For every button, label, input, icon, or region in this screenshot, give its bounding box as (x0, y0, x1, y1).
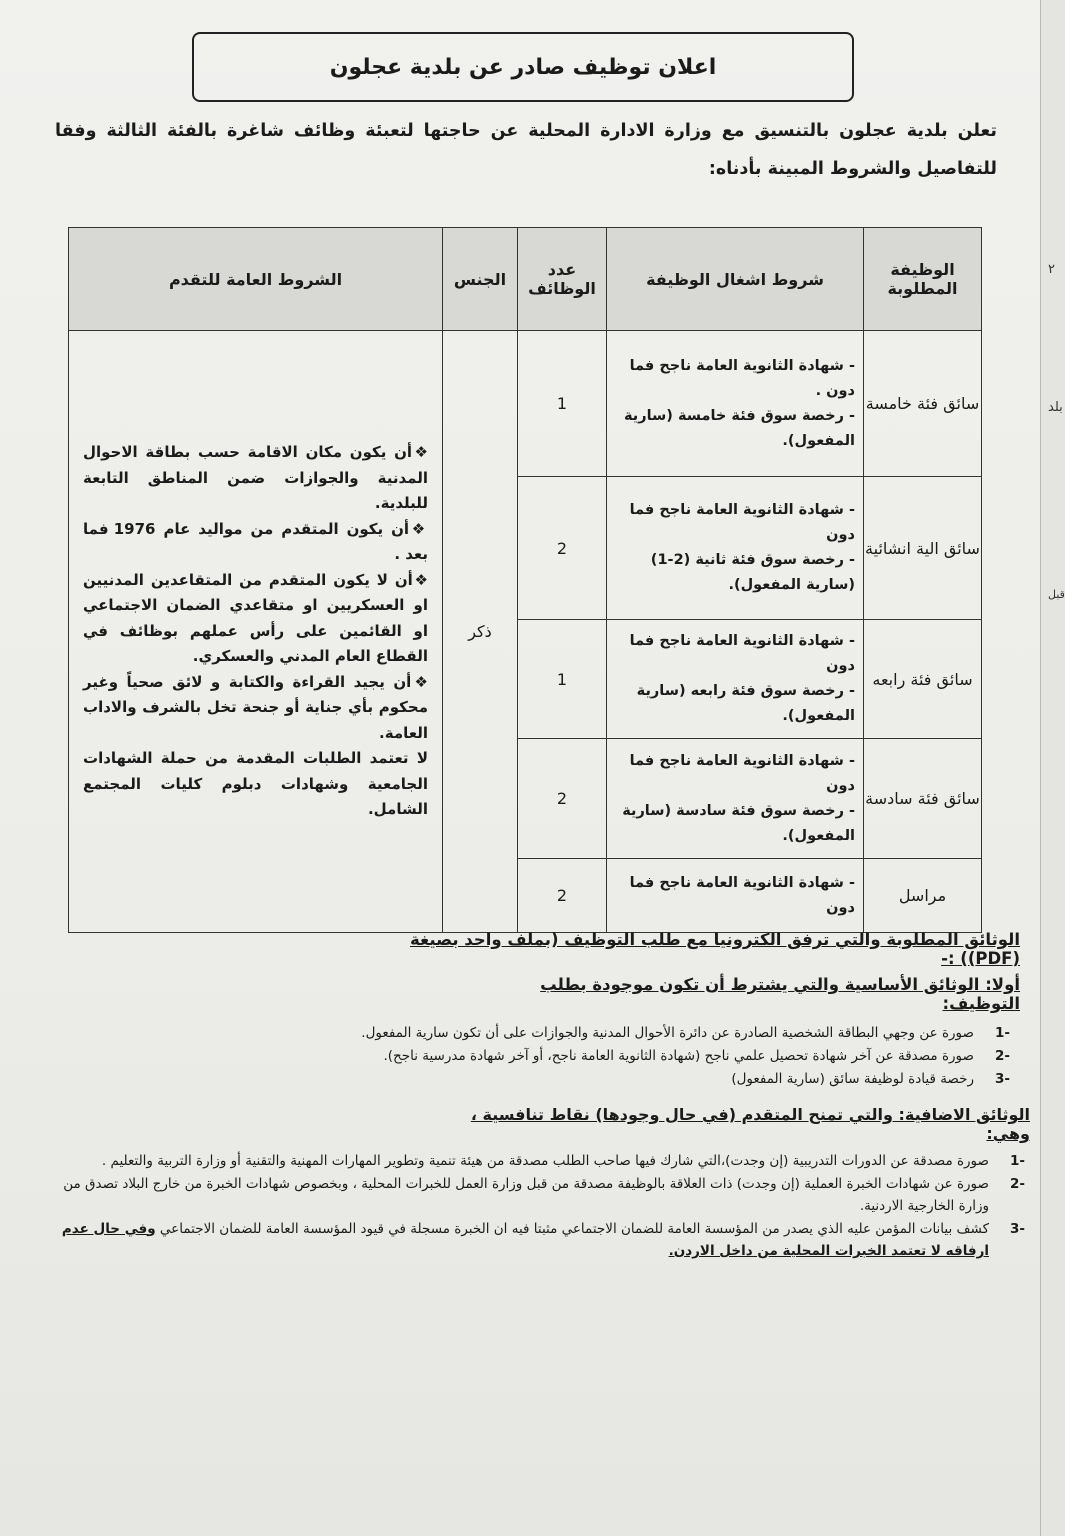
condition-line: - شهادة الثانوية العامة ناجح فما دون (629, 633, 855, 674)
job-title: سائق فئة رابعه (864, 620, 982, 739)
basic-documents-heading: أولا: الوثائق الأساسية والتي يشترط أن تكون موجودة بطلب التوظيف: (540, 975, 1020, 1013)
condition-line: - شهادة الثانوية العامة ناجح فما دون . (629, 357, 855, 399)
extra-documents-heading: الوثائق الاضافية: والتي تمنح المتقدم (في حال وجودها) نقاط تنافسية ، وهي: (470, 1105, 1030, 1143)
job-conditions (607, 739, 864, 859)
header-count: عدد الوظائف (518, 228, 607, 331)
job-count: 1 (518, 331, 607, 477)
item-number: -2 (1009, 1175, 1025, 1192)
general-condition: لا تعتمد الطلبات المقدمة من حملة الشهادات الجامعية وشهادات دبلوم كليات المجتمع الشامل. (83, 749, 428, 819)
job-title: مراسل (864, 859, 982, 933)
table-row (69, 331, 982, 477)
condition-line: - شهادة الثانوية العامة ناجح فما دون (629, 502, 855, 543)
table-header-row (69, 228, 982, 331)
job-title: سائق الية انشائية (864, 477, 982, 620)
job-count: 2 (518, 859, 607, 933)
list-item (55, 1173, 1025, 1218)
header-job: الوظيفة المطلوبة (864, 228, 982, 331)
jobs-table (68, 227, 982, 933)
job-conditions (607, 477, 864, 620)
item-text: رخصة قيادة لوظيفة سائق (سارية المفعول) (731, 1071, 974, 1087)
general-condition: ❖أن لا يكون المتقدم من المتقاعدين المدنيين او العسكريين او متقاعدي الضمان الاجتماعي او القائمين على رأس عملهم بوظائف في القطاع العام المدني والعسكري. (83, 570, 428, 666)
job-conditions (607, 620, 864, 739)
item-number: -1 (1009, 1153, 1025, 1169)
header-general: الشروط العامة للتقدم (69, 228, 443, 331)
job-title: سائق فئة خامسة (864, 331, 982, 477)
condition-line: - رخصة سوق فئة خامسة (سارية المفعول). (624, 407, 855, 449)
job-count: 2 (518, 739, 607, 859)
job-count: 1 (518, 620, 607, 739)
item-number: -3 (1009, 1220, 1025, 1237)
condition-line: - رخصة سوق فئة رابعه (سارية المفعول). (636, 683, 855, 724)
item-text: صورة مصدقة عن الدورات التدريبية (إن وجدت)،التي شارك فيها صاحب الطلب مصدقة من هيئة تنمية وتطوير المهارات المهنية والتقنية أو وزارة التربية والتعليم . (101, 1153, 989, 1169)
header-conditions: شروط اشغال الوظيفة (607, 228, 864, 331)
edge-mark: ٢ (1048, 262, 1055, 277)
item-text-wrap (55, 1218, 989, 1263)
edge-mark: قبل (1048, 588, 1065, 601)
general-condition: ❖أن يكون مكان الاقامة حسب بطاقة الاحوال المدنية والجوازات ضمن المناطق التابعة للبلدية. (83, 443, 428, 513)
gender-cell: ذكر (443, 331, 518, 933)
item-text: صورة مصدقة عن آخر شهادة تحصيل علمي ناجح (شهادة الثانوية العامة ناجح، أو آخر شهادة مدرسية ناجح). (383, 1048, 974, 1064)
condition-line: - رخصة سوق فئة ثانية (2-1) (سارية المفعول). (650, 552, 855, 593)
job-title: سائق فئة سادسة (864, 739, 982, 859)
edge-mark: بلد (1048, 400, 1063, 415)
item-note: وفي حال عدم ارفاقه لا تعتمد الخبرات المحلية من داخل الاردن. (61, 1220, 989, 1259)
extra-documents-list (55, 1150, 1025, 1263)
list-item (280, 1045, 1010, 1068)
list-item (55, 1150, 1025, 1173)
intro-paragraph: تعلن بلدية عجلون بالتنسيق مع وزارة الادارة المحلية عن حاجتها لتعبئة وظائف شاغرة بالفئة الثالثة وفقا للتفاصيل والشروط المبينة بأدناه: (55, 121, 997, 179)
job-conditions (607, 859, 864, 933)
list-item (55, 1218, 1025, 1263)
item-text: كشف بيانات المؤمن عليه الذي يصدر من المؤسسة العامة للضمان الاجتماعي مثبتا فيه ان الخبرة مسجلة في قيود المؤسسة العامة للضمان الاجتماعي (159, 1220, 989, 1237)
item-text: صورة عن وجهي البطاقة الشخصية الصادرة عن دائرة الأحوال المدنية والجوازات على أن تكون سارية المفعول. (361, 1025, 974, 1041)
job-conditions (607, 331, 864, 477)
announcement-title: اعلان توظيف صادر عن بلدية عجلون (192, 32, 854, 102)
condition-line: - شهادة الثانوية العامة ناجح فما دون (629, 874, 855, 916)
general-condition: ❖أن يجيد القراءة والكتابة و لائق صحياً وغير محكوم بأي جناية أو جنحة تخل بالشرف والاداب العامة. (83, 672, 428, 742)
job-count: 2 (518, 477, 607, 620)
list-item (280, 1022, 1010, 1045)
list-item (280, 1068, 1010, 1091)
general-condition: ❖أن يكون المتقدم من مواليد عام 1976 فما بعد . (83, 519, 428, 564)
item-text: صورة عن شهادات الخبرة العملية (إن وجدت) ذات العلاقة بالوظيفة مصدقة من قبل وزارة العمل للخبرات المحلية ، وبخصوص شهادات الخبرة من خارج البلاد تصدق من وزارة الخارجية الاردنية. (63, 1175, 989, 1214)
condition-line: - رخصة سوق فئة سادسة (سارية المفعول). (622, 802, 855, 844)
general-conditions (69, 331, 443, 933)
condition-line: - شهادة الثانوية العامة ناجح فما دون (629, 752, 855, 794)
header-gender: الجنس (443, 228, 518, 331)
item-number: -3 (994, 1071, 1010, 1087)
item-number: -2 (994, 1048, 1010, 1064)
required-documents-heading: الوثائق المطلوبة والتي ترفق الكترونيا مع طلب التوظيف (بملف واحد بصيغة (PDF)) :- (410, 930, 1020, 968)
basic-documents-list (280, 1022, 1010, 1091)
item-number: -1 (994, 1025, 1010, 1041)
